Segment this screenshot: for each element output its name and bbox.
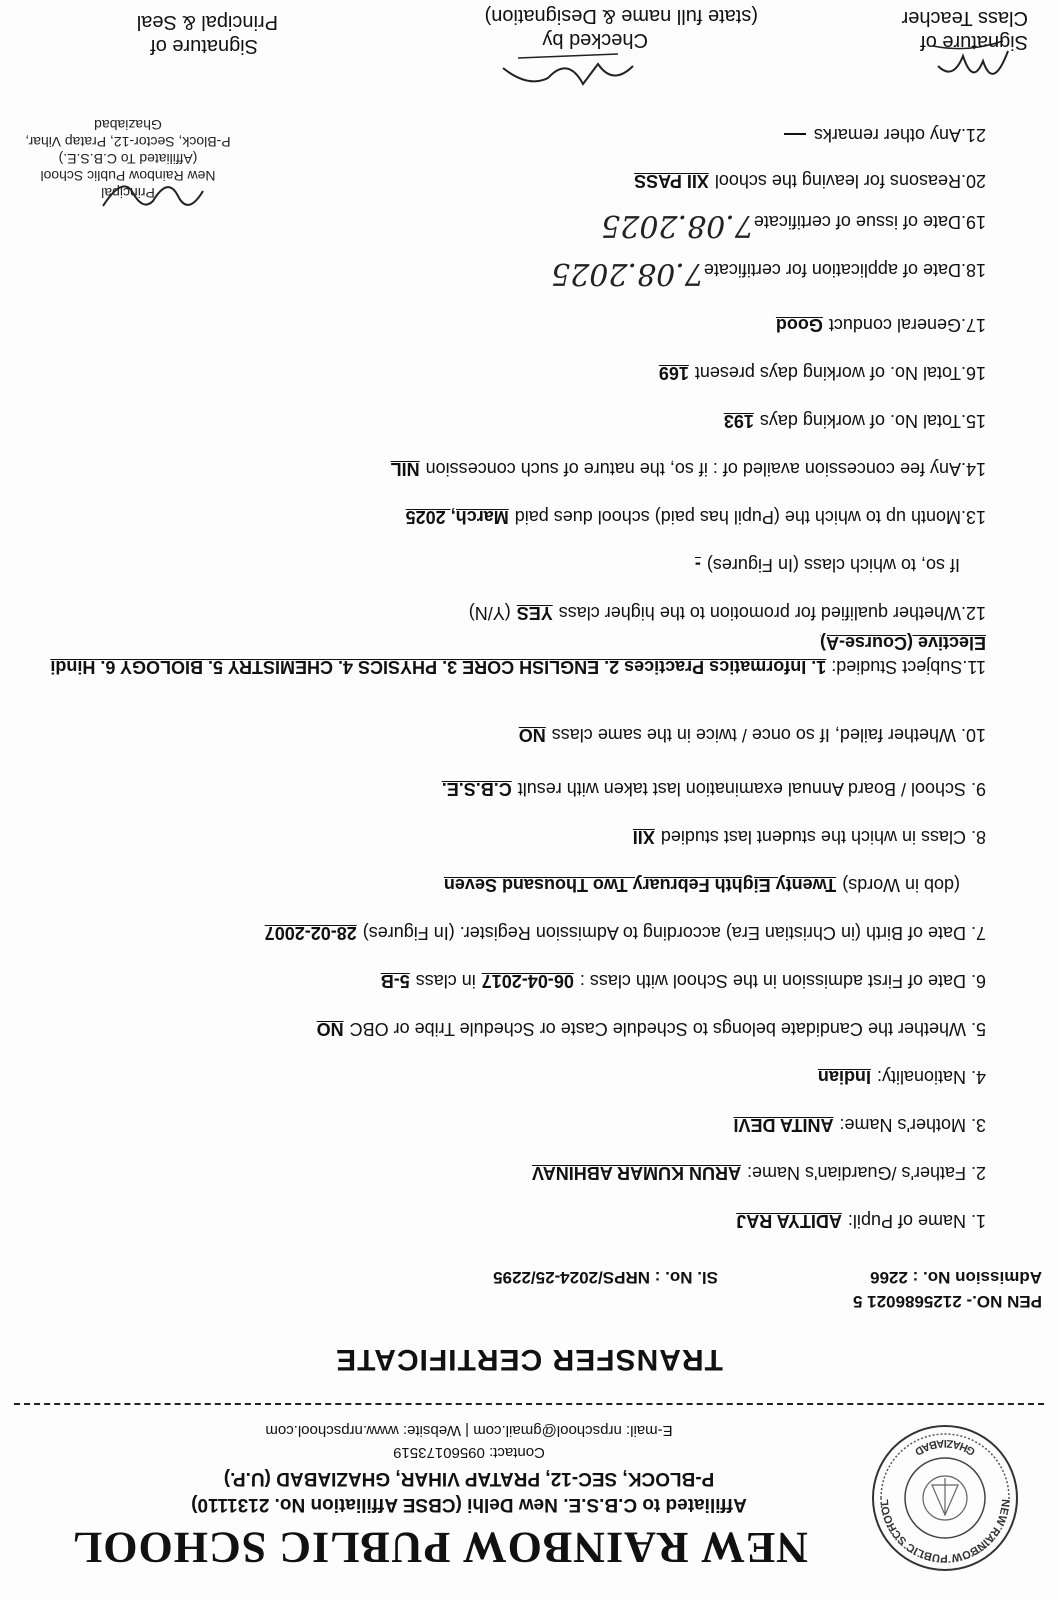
field-application-date (551, 256, 986, 291)
field-failed (513, 724, 986, 745)
admission-number: Admission No. : 2266 (870, 1268, 1042, 1287)
field-promotion-class (689, 554, 960, 575)
field-value: YES (516, 603, 553, 623)
field-nationality (812, 1066, 986, 1087)
principal-seal-label: Principal & Seal (136, 11, 278, 33)
field-label: 8. Class in which the student last studied (660, 827, 986, 847)
field-label: 10. Whether failed, If so once / twice in the same class (551, 725, 986, 745)
field-label: 7. Date of Birth (in Christian Era) according to Admission Register. (In Figures) (362, 923, 986, 943)
seal-text-bottom: GHAZIABAD (912, 1436, 978, 1458)
field-label: If so, to which class (In Figures) (706, 555, 960, 575)
field-caste-category (311, 1018, 986, 1039)
field-fee-concession (385, 458, 986, 479)
field-label: 1. Name of Pupil: (847, 1211, 986, 1231)
field-value: ADITYA RAJ (736, 1211, 842, 1231)
field-value: 06-04-2017 (481, 971, 574, 991)
field-value: Twenty Eighth February Two Thousand Seven (443, 875, 837, 895)
field-father-name (526, 1162, 986, 1183)
stamp-line: New Rainbow Public School (40, 168, 216, 184)
field-dues-paid (400, 506, 986, 527)
field-issue-date (601, 208, 986, 243)
field-value: - (694, 555, 701, 575)
remarks-dash (784, 133, 806, 135)
field-conduct (770, 314, 986, 335)
school-address: P-BLOCK, SEC-12, PRATAP VIHAR, GHAZIABAD (U.P.) (223, 1468, 715, 1489)
field-suffix: (Y/N) (468, 603, 511, 623)
field-value: XII PASS (634, 171, 709, 191)
field-dob-figures (259, 922, 986, 943)
field-label: 2. Father's /Guardian's Name: (747, 1163, 986, 1183)
field-label: 14.Any fee concession availed of : if so, the nature of such concession (425, 459, 986, 479)
field-label: 18.Date of application for certificate (703, 260, 986, 280)
stamp-line: P-Block, Sector-12, Pratap Vihar, (25, 134, 231, 150)
stamp-line: Principal (101, 185, 155, 201)
field-label: (dob in Words) (842, 875, 960, 895)
field-value: NIL (390, 459, 420, 479)
principal-signature-icon (98, 181, 208, 221)
field-label: 16.Total No. of working days present (694, 363, 986, 383)
field-value: 28-02-2007 (264, 923, 357, 943)
field-leaving-reason (628, 170, 986, 191)
field-value: 193 (723, 411, 754, 431)
field-value: 169 (658, 363, 689, 383)
school-email-website: E-mail: nrpschool@gmail.com | Website: www.nrpschool.com (265, 1422, 673, 1439)
pen-number: PEN NO.- 2125686021 5 (852, 1292, 1042, 1311)
checker-signature-icon (498, 46, 638, 96)
serial-number: Sl. No. : NRPS/2024-25/2295 (493, 1268, 718, 1287)
checked-by-note: (state full name & Designation) (484, 5, 758, 27)
field-value: ARUN KUMAR ABHINAV (532, 1163, 742, 1183)
field-value: NO (316, 1019, 344, 1039)
principal-signature-label: Signature of (150, 35, 258, 57)
checked-by-label: Checked by (542, 29, 648, 51)
class-teacher-signature-label: Signature of (920, 31, 1028, 53)
stamp-line: (Affiliated To C.B.S.E.) (58, 151, 198, 167)
school-name: NEW RAINBOW PUBLIC SCHOOL (71, 1523, 808, 1572)
field-value: 5-B (380, 971, 410, 991)
field-board-exam (436, 778, 986, 799)
school-contact: Contact: 09560173519 (393, 1444, 545, 1461)
field-label: 4. Nationality: (876, 1067, 986, 1087)
field-subjects (6, 631, 986, 679)
seal-text-top: NEW RAINBOW PUBLIC SCHOOL (878, 1498, 1012, 1565)
field-value: Indian (817, 1067, 871, 1087)
document-title: TRANSFER CERTIFICATE (335, 1343, 723, 1376)
field-promotion (469, 602, 986, 623)
field-label: 12.Whether qualified for promotion to the higher class (558, 603, 986, 623)
field-mother-name (727, 1114, 986, 1135)
header-divider (14, 1403, 1044, 1405)
field-value: XII (632, 827, 655, 847)
field-first-admission (375, 970, 986, 991)
field-value: ANITA DEVI (733, 1115, 834, 1135)
field-label: 15.Total No. of working days (759, 411, 986, 431)
school-affiliation: Affiliated to C.B.S.E. New Delhi (CBSE Affiliation No. 2131110) (191, 1494, 747, 1515)
field-label: 3. Mother's Name: (839, 1115, 986, 1135)
field-pupil-name (730, 1210, 986, 1231)
field-value: 1. Informatics Practices 2. ENGLISH CORE 3. PHYSICS 4. CHEMISTRY 5. BIOLOGY 6. Hindi Elective (Course-A) (50, 633, 986, 677)
field-label: 5. Whether the Candidate belongs to Schedule Caste or Schedule Tribe or OBC (349, 1019, 986, 1039)
field-label: 19.Date of issue of certificate (753, 212, 986, 232)
class-teacher-label: Class Teacher (901, 7, 1028, 29)
field-label: 20.Reasons for leaving the school (714, 171, 986, 191)
field-label: 11.Subject Studied: (831, 657, 986, 677)
field-value: Good (775, 315, 823, 335)
field-days-present (653, 362, 986, 383)
field-label: in class (415, 971, 476, 991)
field-label: 6. Date of First admission in the School with class : (579, 971, 986, 991)
field-value-handwritten: 7.08.2025 (601, 208, 754, 243)
field-other-remarks (784, 124, 986, 145)
stamp-line: Ghaziabad (94, 117, 162, 133)
field-value: NO (518, 725, 546, 745)
field-working-days (718, 410, 986, 431)
field-value-handwritten: 7.08.2025 (551, 256, 704, 291)
field-value: March, 2025 (405, 507, 509, 527)
field-label: 17.General conduct (828, 315, 986, 335)
field-label: 21.Any other remarks (813, 125, 986, 145)
field-label: 9. School / Board Annual examination last taken with result (517, 779, 986, 799)
field-last-class (627, 826, 986, 847)
field-dob-words (438, 874, 960, 895)
field-value: C.B.S.E. (441, 779, 512, 799)
field-label: 13.Month up to which the (Pupil has paid) school dues paid (514, 507, 986, 527)
